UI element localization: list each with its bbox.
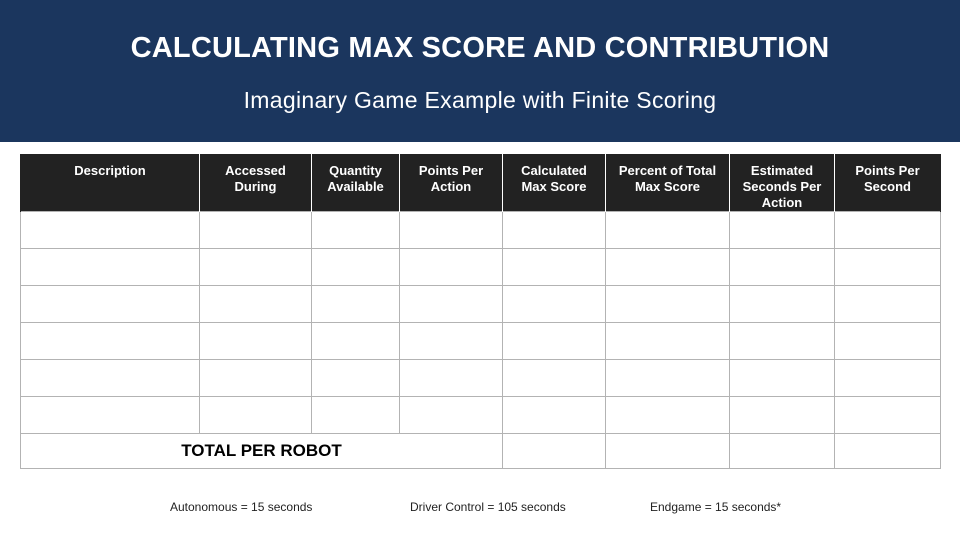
table-cell[interactable]	[730, 397, 835, 434]
table-cell[interactable]	[835, 286, 941, 323]
table-cell[interactable]	[400, 397, 503, 434]
total-row	[21, 434, 941, 469]
table-cell[interactable]	[312, 286, 400, 323]
page-title: CALCULATING MAX SCORE AND CONTRIBUTION	[130, 32, 830, 64]
column-header-points-per-second: Points Per Second	[835, 155, 941, 212]
score-table	[20, 154, 941, 469]
table-cell[interactable]	[503, 397, 606, 434]
table-cell[interactable]	[835, 360, 941, 397]
table-cell[interactable]	[312, 212, 400, 249]
table-cell[interactable]	[200, 286, 312, 323]
table-cell[interactable]	[400, 249, 503, 286]
table-cell[interactable]	[730, 249, 835, 286]
table-cell[interactable]	[503, 212, 606, 249]
header-banner	[0, 0, 960, 142]
table-row	[21, 397, 941, 434]
table-row	[21, 323, 941, 360]
column-header-accessed-during: Accessed During	[200, 155, 312, 212]
table-cell[interactable]	[730, 360, 835, 397]
total-cell-estimated-seconds[interactable]	[730, 434, 835, 469]
driver-control-duration-note: Driver Control = 105 seconds	[410, 500, 566, 514]
table-cell[interactable]	[730, 212, 835, 249]
table-cell[interactable]	[21, 360, 200, 397]
table-cell[interactable]	[21, 212, 200, 249]
endgame-duration-note: Endgame = 15 seconds*	[650, 500, 782, 514]
table-cell[interactable]	[606, 360, 730, 397]
table-cell[interactable]	[200, 212, 312, 249]
table-cell[interactable]	[400, 323, 503, 360]
total-cell-percent-of-total[interactable]	[606, 434, 730, 469]
table-cell[interactable]	[730, 323, 835, 360]
table-row	[21, 249, 941, 286]
table-header-row	[21, 155, 941, 212]
total-cell-points-per-second[interactable]	[835, 434, 941, 469]
table-cell[interactable]	[835, 212, 941, 249]
table-cell[interactable]	[503, 286, 606, 323]
table-cell[interactable]	[312, 397, 400, 434]
table-cell[interactable]	[312, 360, 400, 397]
table-cell[interactable]	[200, 323, 312, 360]
column-header-percent-of-total: Percent of Total Max Score	[606, 155, 730, 212]
table-cell[interactable]	[200, 249, 312, 286]
table-cell[interactable]	[200, 397, 312, 434]
table-cell[interactable]	[503, 249, 606, 286]
table-cell[interactable]	[312, 249, 400, 286]
column-header-points-per-action: Points Per Action	[400, 155, 503, 212]
table-cell[interactable]	[606, 286, 730, 323]
column-header-quantity-available: Quantity Available	[312, 155, 400, 212]
table-cell[interactable]	[835, 323, 941, 360]
column-header-description: Description	[21, 155, 200, 212]
table-cell[interactable]	[835, 397, 941, 434]
table-cell[interactable]	[503, 323, 606, 360]
table-cell[interactable]	[400, 212, 503, 249]
table-row	[21, 212, 941, 249]
table-cell[interactable]	[503, 360, 606, 397]
total-cell-calculated-max-score[interactable]	[503, 434, 606, 469]
table-cell[interactable]	[21, 249, 200, 286]
table-cell[interactable]	[21, 286, 200, 323]
total-per-robot-label: TOTAL PER ROBOT	[21, 434, 503, 469]
table-cell[interactable]	[606, 212, 730, 249]
page-subtitle: Imaginary Game Example with Finite Scoring	[243, 87, 717, 113]
table-cell[interactable]	[606, 397, 730, 434]
table-cell[interactable]	[312, 323, 400, 360]
table-cell[interactable]	[606, 249, 730, 286]
table-cell[interactable]	[835, 249, 941, 286]
table-cell[interactable]	[606, 323, 730, 360]
column-header-estimated-seconds: Estimated Seconds Per Action	[730, 155, 835, 212]
table-cell[interactable]	[400, 360, 503, 397]
autonomous-duration-note: Autonomous = 15 seconds	[170, 500, 313, 514]
table-row	[21, 360, 941, 397]
table-cell[interactable]	[21, 397, 200, 434]
table-body	[21, 212, 941, 469]
table-cell[interactable]	[21, 323, 200, 360]
table-row	[21, 286, 941, 323]
table-cell[interactable]	[730, 286, 835, 323]
column-header-calculated-max-score: Calculated Max Score	[503, 155, 606, 212]
table-cell[interactable]	[200, 360, 312, 397]
table-cell[interactable]	[400, 286, 503, 323]
